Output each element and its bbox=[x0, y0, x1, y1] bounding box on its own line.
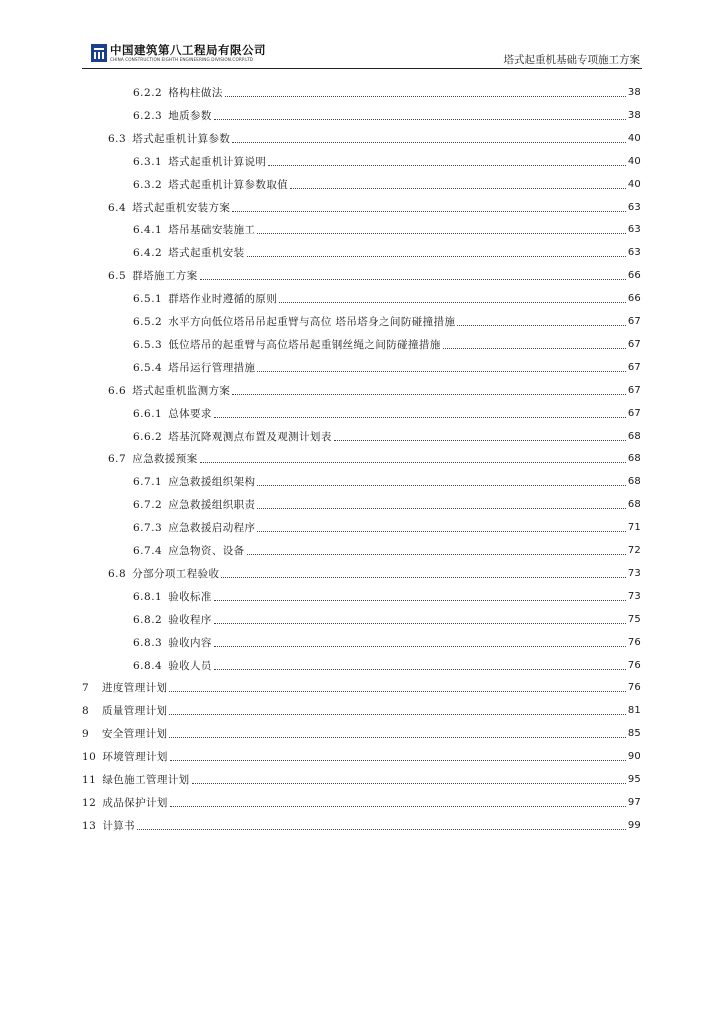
toc-entry-title: 应急救援组织职责 bbox=[168, 499, 256, 512]
toc-entry-number: 6.5 bbox=[108, 270, 127, 283]
toc-dot-leader bbox=[232, 211, 626, 212]
toc-entry-title: 塔式起重机安装方案 bbox=[132, 201, 231, 214]
toc-dot-leader bbox=[257, 233, 625, 234]
toc-entry-number: 6.8.2 bbox=[133, 613, 163, 626]
toc-entry[interactable] bbox=[133, 174, 641, 192]
toc-entry[interactable] bbox=[82, 700, 641, 718]
toc-dot-leader bbox=[214, 417, 626, 418]
toc-dot-leader bbox=[232, 142, 626, 143]
toc-entry-page: 68 bbox=[627, 453, 641, 465]
toc-entry-number: 6.2.3 bbox=[133, 109, 163, 122]
toc-entry-number: 6.7.1 bbox=[133, 476, 163, 489]
toc-dot-leader bbox=[169, 737, 625, 738]
toc-dot-leader bbox=[232, 394, 626, 395]
toc-entry-page: 63 bbox=[627, 201, 641, 213]
toc-entry[interactable] bbox=[133, 82, 641, 100]
toc-entry-number: 6.3.1 bbox=[133, 155, 163, 168]
toc-entry-number: 6.8.3 bbox=[133, 636, 163, 649]
toc-entry-page: 68 bbox=[627, 430, 641, 442]
toc-entry-number: 6.4 bbox=[108, 201, 127, 214]
toc-entry-page: 75 bbox=[627, 613, 641, 625]
toc-entry-page: 67 bbox=[627, 338, 641, 350]
toc-entry-page: 40 bbox=[627, 155, 641, 167]
toc-entry[interactable] bbox=[108, 563, 641, 581]
toc-entry-title: 应急救援预案 bbox=[132, 453, 198, 466]
toc-dot-leader bbox=[214, 119, 626, 120]
toc-entry[interactable] bbox=[108, 197, 641, 215]
toc-entry-title: 计算书 bbox=[102, 819, 136, 832]
toc-entry-title: 低位塔吊的起重臂与高位塔吊起重钢丝绳之间防碰撞措施 bbox=[168, 338, 441, 351]
toc-entry[interactable] bbox=[133, 403, 641, 421]
toc-entry-page: 76 bbox=[627, 636, 641, 648]
toc-entry-page: 73 bbox=[627, 567, 641, 579]
toc-dot-leader bbox=[137, 829, 626, 830]
toc-entry-title: 绿色施工管理计划 bbox=[102, 774, 190, 786]
toc-entry-number: 13 bbox=[82, 819, 97, 832]
toc-entry-number: 6.8.4 bbox=[133, 659, 163, 672]
toc-dot-leader bbox=[214, 623, 626, 624]
toc-entry[interactable] bbox=[133, 655, 641, 673]
toc-entry-page: 72 bbox=[627, 545, 641, 556]
toc-entry-title: 应急救援组织架构 bbox=[168, 476, 256, 489]
toc-entry-title: 塔式起重机计算参数 bbox=[132, 132, 231, 145]
toc-dot-leader bbox=[257, 371, 625, 372]
toc-entry-title: 应急救援启动程序 bbox=[168, 522, 256, 535]
toc-dot-leader bbox=[214, 646, 626, 647]
toc-entry-title: 环境管理计划 bbox=[102, 751, 168, 764]
toc-entry-title: 应急物资、设备 bbox=[168, 545, 245, 557]
toc-entry-number: 6.7 bbox=[108, 453, 127, 466]
toc-entry-page: 99 bbox=[627, 819, 641, 831]
toc-entry-title: 塔式起重机计算参数取值 bbox=[168, 178, 289, 191]
toc-entry-page: 63 bbox=[627, 247, 641, 259]
toc-entry[interactable] bbox=[133, 105, 641, 123]
toc-entry-number: 6.5.4 bbox=[133, 361, 163, 374]
toc-entry-number: 6.7.3 bbox=[133, 522, 163, 535]
toc-entry-number: 6.2.2 bbox=[133, 87, 163, 99]
toc-dot-leader bbox=[268, 165, 626, 166]
toc-entry-page: 68 bbox=[627, 476, 641, 488]
toc-entry-title: 分部分项工程验收 bbox=[132, 567, 220, 580]
toc-entry-title: 验收内容 bbox=[168, 636, 212, 649]
toc-entry-page: 67 bbox=[627, 316, 641, 327]
toc-entry-number: 6.3.2 bbox=[133, 178, 163, 191]
toc-entry[interactable] bbox=[82, 815, 641, 833]
toc-entry[interactable] bbox=[133, 426, 641, 444]
toc-entry[interactable] bbox=[133, 586, 641, 604]
toc-entry[interactable] bbox=[133, 311, 641, 329]
toc-entry-page: 95 bbox=[627, 774, 641, 785]
toc-dot-leader bbox=[221, 577, 625, 578]
toc-entry-page: 67 bbox=[627, 384, 641, 396]
toc-entry[interactable] bbox=[133, 242, 641, 260]
toc-entry[interactable] bbox=[108, 380, 641, 398]
toc-entry-number: 11 bbox=[82, 774, 97, 786]
toc-entry-title: 成品保护计划 bbox=[102, 796, 168, 809]
toc-entry-number: 6.4.1 bbox=[133, 224, 163, 237]
toc-dot-leader bbox=[457, 325, 626, 326]
toc-entry-number: 6.7.4 bbox=[133, 545, 163, 557]
toc-entry-title: 质量管理计划 bbox=[102, 705, 168, 718]
toc-entry-page: 73 bbox=[627, 590, 641, 602]
toc-dot-leader bbox=[290, 188, 626, 189]
toc-entry[interactable] bbox=[82, 792, 641, 810]
toc-entry-number: 6.6.1 bbox=[133, 407, 163, 420]
toc-entry-title: 格构柱做法 bbox=[168, 87, 223, 99]
toc-entry-title: 总体要求 bbox=[168, 407, 212, 420]
toc-entry[interactable] bbox=[133, 219, 641, 237]
toc-entry[interactable] bbox=[82, 723, 641, 741]
toc-dot-leader bbox=[257, 485, 625, 486]
toc-dot-leader bbox=[200, 462, 626, 463]
toc-entry-page: 76 bbox=[627, 682, 641, 694]
toc-entry-title: 验收人员 bbox=[168, 659, 212, 672]
toc-entry-page: 68 bbox=[627, 499, 641, 511]
toc-entry[interactable] bbox=[82, 769, 641, 787]
toc-entry[interactable] bbox=[133, 540, 641, 558]
toc-entry[interactable] bbox=[133, 494, 641, 512]
toc-entry-title: 安全管理计划 bbox=[102, 728, 168, 741]
document-title: 塔式起重机基础专项施工方案 bbox=[503, 54, 640, 66]
toc-entry-number: 6.3 bbox=[108, 132, 127, 145]
toc-entry-title: 塔式起重机安装 bbox=[168, 247, 245, 260]
toc-dot-leader bbox=[257, 531, 625, 532]
toc-entry[interactable] bbox=[133, 609, 641, 627]
toc-entry-number: 6.5.2 bbox=[133, 316, 163, 328]
toc-entry-title: 验收程序 bbox=[168, 613, 212, 626]
company-name-cn: 中国建筑第八工程局有限公司 bbox=[110, 43, 266, 57]
toc-entry-page: 71 bbox=[627, 522, 641, 534]
toc-entry[interactable] bbox=[133, 632, 641, 650]
toc-dot-leader bbox=[279, 302, 626, 303]
toc-entry-title: 进度管理计划 bbox=[102, 682, 168, 695]
toc-entry[interactable] bbox=[133, 288, 641, 306]
toc-entry-title: 验收标准 bbox=[168, 590, 212, 603]
toc-entry-page: 81 bbox=[627, 705, 641, 717]
toc-dot-leader bbox=[443, 348, 626, 349]
toc-entry[interactable] bbox=[82, 677, 641, 695]
toc-entry-title: 塔基沉降观测点布置及观测计划表 bbox=[168, 430, 332, 443]
toc-dot-leader bbox=[200, 279, 626, 280]
toc-entry-page: 38 bbox=[627, 87, 641, 98]
toc-entry[interactable] bbox=[108, 128, 641, 146]
toc-dot-leader bbox=[214, 669, 626, 670]
toc-entry-page: 66 bbox=[627, 270, 641, 282]
toc-entry-title: 地质参数 bbox=[168, 109, 212, 122]
toc-entry[interactable] bbox=[108, 265, 641, 283]
toc-entry-number: 6.4.2 bbox=[133, 247, 163, 260]
toc-entry-page: 90 bbox=[627, 751, 641, 763]
toc-entry-number: 6.5.1 bbox=[133, 293, 163, 306]
toc-entry[interactable] bbox=[133, 151, 641, 169]
toc-entry-page: 38 bbox=[627, 109, 641, 121]
toc-entry[interactable] bbox=[133, 471, 641, 489]
toc-entry-number: 9 bbox=[82, 728, 90, 741]
toc-dot-leader bbox=[247, 256, 626, 257]
toc-entry-title: 塔吊基础安装施工 bbox=[168, 224, 256, 237]
toc-entry-number: 6.6 bbox=[108, 384, 127, 397]
toc-entry-page: 76 bbox=[627, 659, 641, 671]
header-divider bbox=[82, 68, 642, 69]
toc-entry-number: 6.6.2 bbox=[133, 430, 163, 443]
toc-entry[interactable] bbox=[108, 448, 641, 466]
toc-dot-leader bbox=[169, 714, 625, 715]
toc-entry-page: 63 bbox=[627, 224, 641, 236]
toc-entry-page: 97 bbox=[627, 796, 641, 808]
company-name-en: CHINA CONSTRUCTION EIGHTH ENGINEERING DIVISION.CORP.LTD bbox=[110, 57, 254, 62]
toc-entry-number: 12 bbox=[82, 796, 97, 809]
toc-entry-number: 6.8.1 bbox=[133, 590, 163, 603]
page-header bbox=[82, 40, 642, 70]
toc-entry-page: 40 bbox=[627, 178, 641, 190]
toc-entry[interactable] bbox=[82, 746, 641, 764]
toc-entry-page: 66 bbox=[627, 293, 641, 305]
toc-entry-number: 6.7.2 bbox=[133, 499, 163, 512]
toc-entry-page: 67 bbox=[627, 407, 641, 419]
toc-entry[interactable] bbox=[133, 517, 641, 535]
toc-entry-page: 85 bbox=[627, 728, 641, 740]
toc-dot-leader bbox=[170, 760, 626, 761]
toc-entry-title: 水平方向低位塔吊吊起重臂与高位 塔吊塔身之间防碰撞措施 bbox=[168, 316, 456, 328]
toc-dot-leader bbox=[257, 508, 625, 509]
toc-entry-title: 群塔施工方案 bbox=[132, 270, 198, 283]
toc-entry-page: 40 bbox=[627, 132, 641, 144]
toc-entry[interactable] bbox=[133, 334, 641, 352]
toc-dot-leader bbox=[192, 783, 626, 784]
toc-entry-title: 群塔作业时遵循的原则 bbox=[168, 293, 278, 306]
toc-entry[interactable] bbox=[133, 357, 641, 375]
toc-dot-leader bbox=[334, 440, 626, 441]
toc-entry-number: 7 bbox=[82, 682, 90, 695]
toc-entry-number: 6.5.3 bbox=[133, 338, 163, 351]
toc-dot-leader bbox=[225, 96, 626, 97]
toc-dot-leader bbox=[170, 806, 626, 807]
toc-dot-leader bbox=[169, 691, 625, 692]
company-logo-icon bbox=[91, 44, 107, 62]
toc-entry-title: 塔式起重机计算说明 bbox=[168, 155, 267, 168]
toc-entry-number: 8 bbox=[82, 705, 90, 718]
toc-dot-leader bbox=[247, 554, 626, 555]
toc-dot-leader bbox=[214, 600, 626, 601]
toc-entry-page: 67 bbox=[627, 361, 641, 373]
toc-entry-title: 塔式起重机监测方案 bbox=[132, 384, 231, 397]
toc-entry-title: 塔吊运行管理措施 bbox=[168, 361, 256, 374]
toc-entry-number: 6.8 bbox=[108, 567, 127, 580]
toc-entry-number: 10 bbox=[82, 751, 97, 764]
